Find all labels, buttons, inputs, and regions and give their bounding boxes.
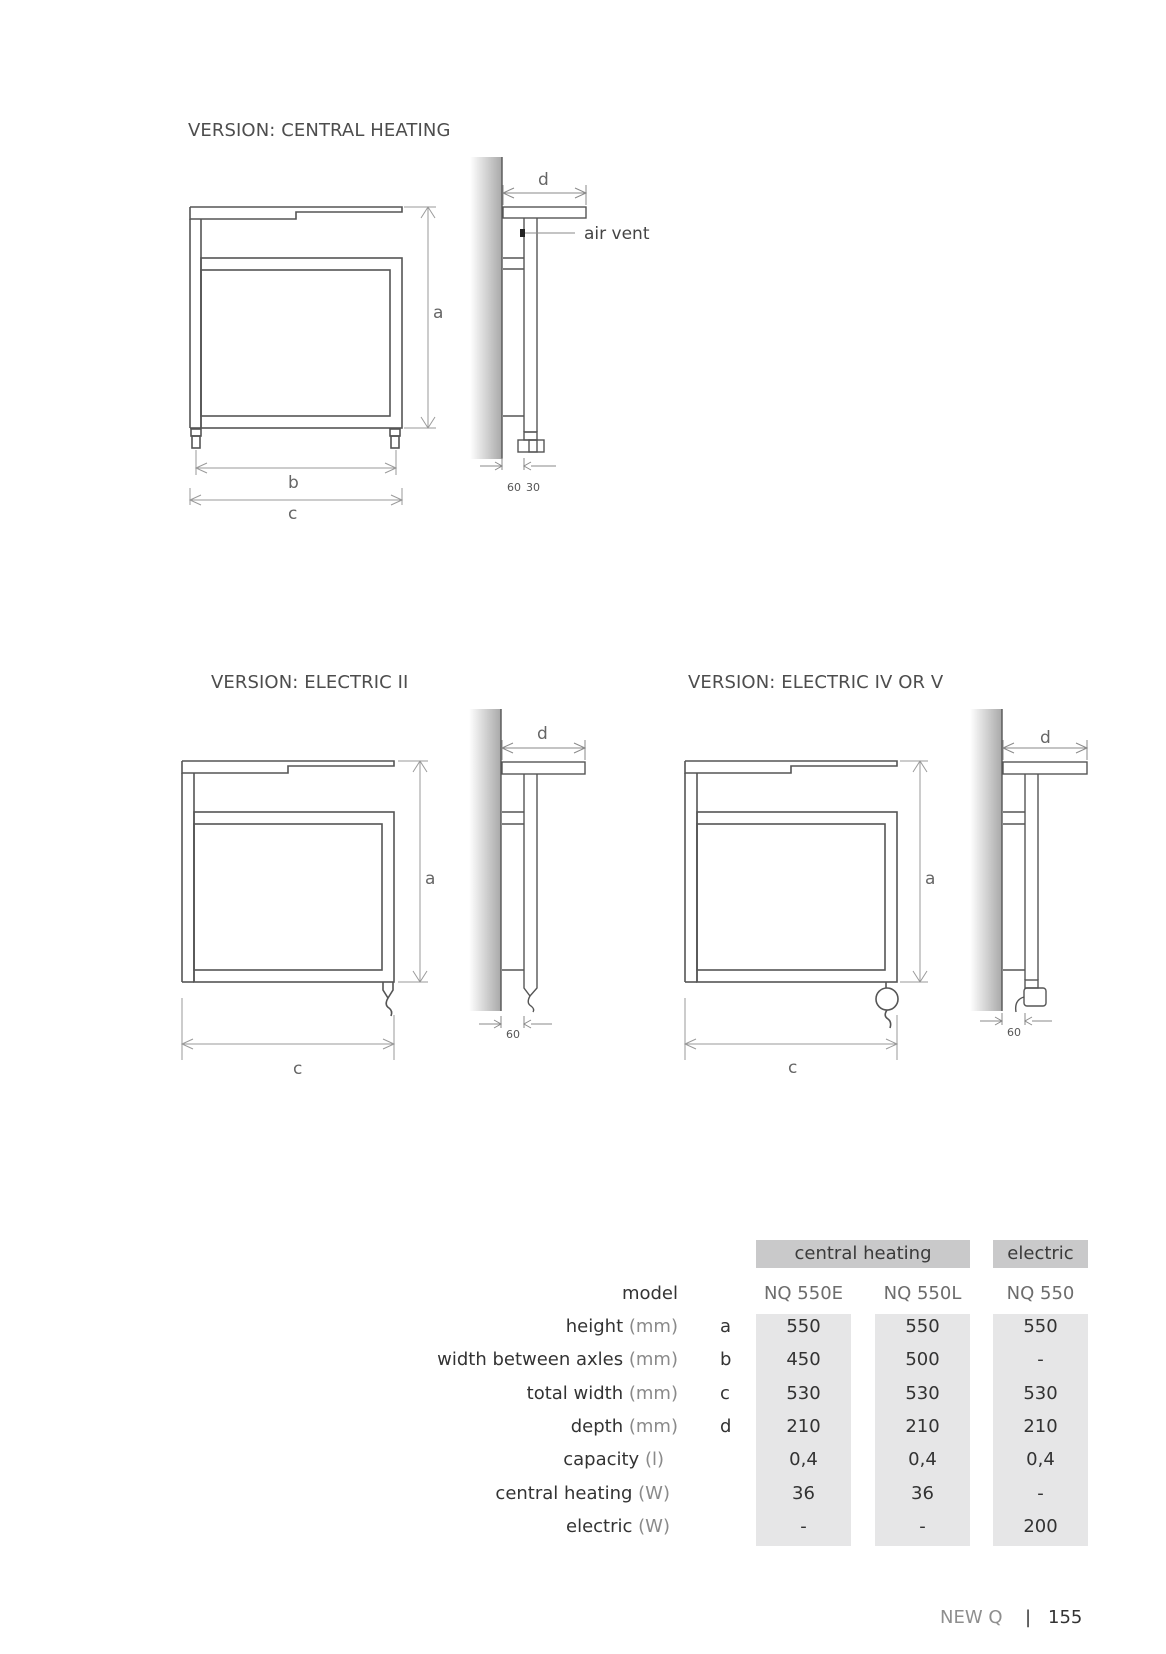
model-name: NQ 550L xyxy=(883,1283,962,1304)
electric-ii-title: VERSION: ELECTRIC II xyxy=(211,672,409,693)
model-label: model xyxy=(621,1283,678,1304)
row-letter: a xyxy=(720,1316,732,1337)
table-cell: - xyxy=(800,1516,807,1537)
central-dim-60: 60 xyxy=(507,481,521,494)
table-cell: 0,4 xyxy=(908,1449,937,1470)
central-label-d: d xyxy=(538,170,549,190)
row-label-width-between-axles: width between axles (mm) xyxy=(437,1349,678,1370)
table-cell: 450 xyxy=(786,1349,821,1370)
page-number: 155 xyxy=(1048,1607,1083,1628)
table-cell: 530 xyxy=(786,1383,821,1404)
central-label-a: a xyxy=(433,303,444,323)
row-label-height: height (mm) xyxy=(565,1316,678,1337)
table-cell: 530 xyxy=(1023,1383,1058,1404)
table-cell: 500 xyxy=(905,1349,940,1370)
electric-ii-label-a: a xyxy=(425,869,436,889)
row-label-central-heating: central heating (W) xyxy=(495,1483,670,1504)
table-cell: - xyxy=(1037,1483,1044,1504)
table-cell: 550 xyxy=(786,1316,821,1337)
row-label-capacity: capacity (l) xyxy=(563,1449,664,1470)
table-cell: 550 xyxy=(905,1316,940,1337)
central-label-c: c xyxy=(288,504,298,524)
electric-ii-label-c: c xyxy=(293,1059,303,1079)
model-name: NQ 550E xyxy=(763,1283,844,1304)
central-label-b: b xyxy=(288,473,299,493)
row-letter: b xyxy=(720,1349,732,1370)
group-header-electric: electric xyxy=(1007,1243,1074,1264)
central-heating-title: VERSION: CENTRAL HEATING xyxy=(188,120,451,141)
model-name: NQ 550 xyxy=(1006,1283,1075,1304)
electric-iv-v-dim-60: 60 xyxy=(1007,1026,1021,1039)
electric-ii-label-d: d xyxy=(537,724,548,744)
footer-product: NEW Q xyxy=(940,1607,1003,1628)
table-cell: 210 xyxy=(786,1416,821,1437)
electric-iv-v-label-d: d xyxy=(1040,728,1051,748)
table-cell: 210 xyxy=(1023,1416,1058,1437)
table-cell: 210 xyxy=(905,1416,940,1437)
row-label-depth: depth (mm) xyxy=(570,1416,678,1437)
electric-iv-v-label-c: c xyxy=(788,1058,798,1078)
table-cell: 530 xyxy=(905,1383,940,1404)
table-cell: 0,4 xyxy=(789,1449,818,1470)
electric-iv-v-title: VERSION: ELECTRIC IV OR V xyxy=(688,672,944,693)
table-cell: - xyxy=(1037,1349,1044,1370)
row-letter: d xyxy=(720,1416,732,1437)
central-dim-30: 30 xyxy=(526,481,540,494)
table-cell: 36 xyxy=(792,1483,815,1504)
table-cell: - xyxy=(919,1516,926,1537)
row-letter: c xyxy=(720,1383,730,1404)
row-label-total-width: total width (mm) xyxy=(526,1383,678,1404)
group-header-central-heating: central heating xyxy=(794,1243,932,1264)
table-cell: 550 xyxy=(1023,1316,1058,1337)
table-cell: 200 xyxy=(1023,1516,1058,1537)
electric-ii-dim-60: 60 xyxy=(506,1028,520,1041)
row-label-electric: electric (W) xyxy=(566,1516,670,1537)
footer-separator: | xyxy=(1025,1607,1032,1628)
table-cell: 0,4 xyxy=(1026,1449,1055,1470)
table-cell: 36 xyxy=(911,1483,934,1504)
air-vent-label: air vent xyxy=(584,224,650,244)
electric-iv-v-label-a: a xyxy=(925,869,936,889)
